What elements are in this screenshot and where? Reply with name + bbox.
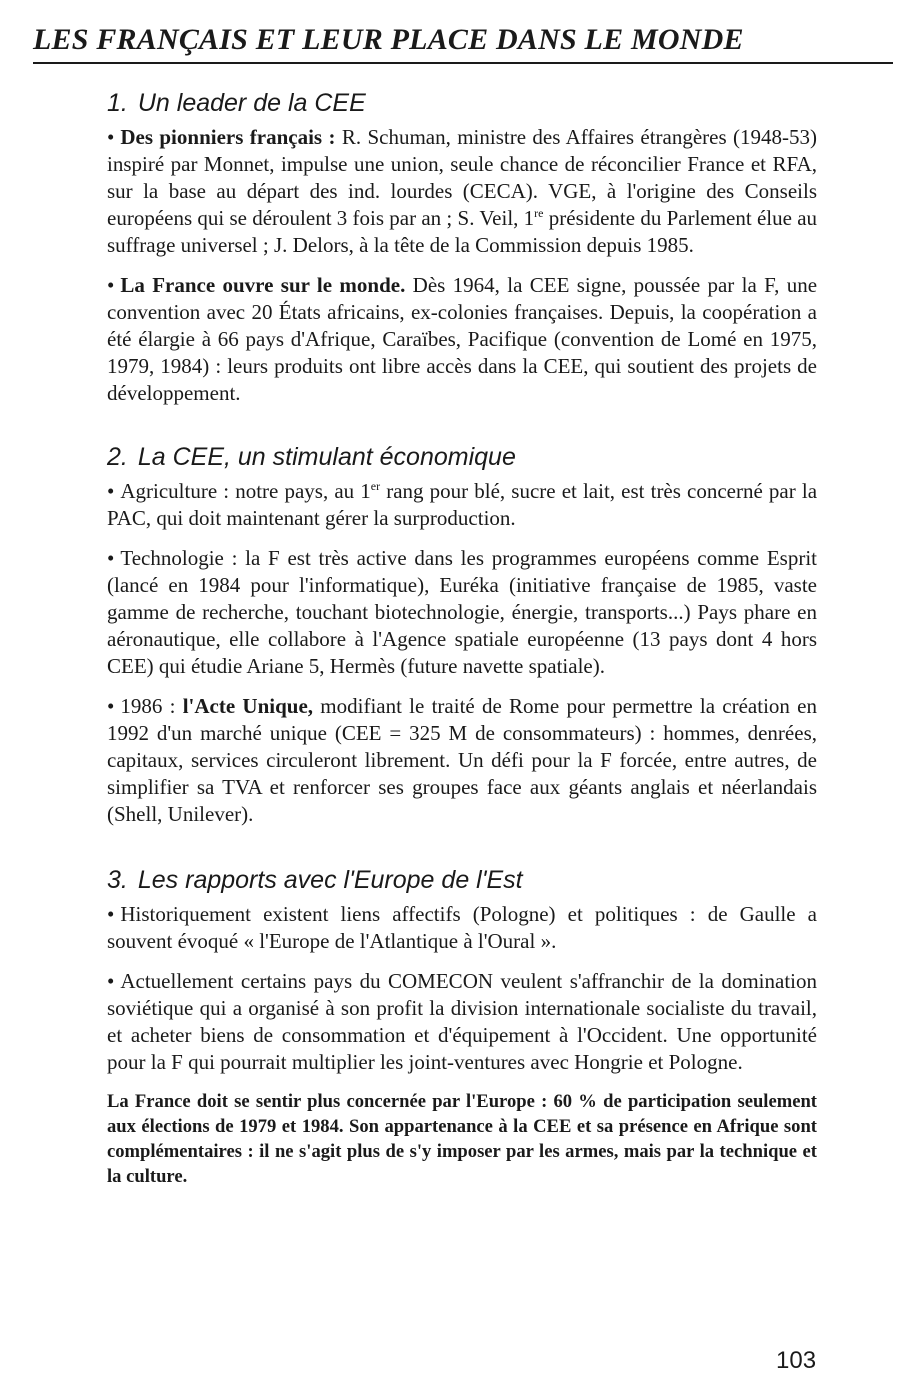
section-number: 2. [107,443,128,471]
paragraph-text: Technologie : la F est très active dans les programmes européens comme Esprit (lancé en 1984 pour l'informatique), Euréka (initiative française de 1985, vaste gamme de recherche, touchant biotechnologie, énergie, transports...) Pays phare en aéronautique, elle collabore à l'Agence spatiale européenne (13 pays dont 4 hors CEE) qui étudie Ariane 5, Hermès (future navette spatiale). [107,546,817,678]
running-title: LES FRANÇAIS ET LEUR PLACE DANS LE MONDE [33,23,744,56]
paragraph-text: Agriculture : notre pays, au [120,479,355,503]
bullet-icon: • [107,273,115,297]
paragraph [107,968,817,1076]
bullet-icon: • [107,125,115,149]
paragraph [107,693,817,828]
section-gap [107,841,817,865]
bullet-icon: • [107,546,115,570]
section-gap [107,420,817,442]
paragraph-text: 1986 : [120,694,176,718]
section-title-text: La CEE, un stimulant économique [137,443,516,471]
page-content [107,88,817,1208]
ordinal-suffix: er [370,479,381,493]
paragraph [107,901,817,955]
bullet-icon: • [107,902,115,926]
paragraph [107,478,817,532]
bullet-icon: • [107,479,115,503]
paragraph-text: présidente du Parlement élue au suffrage universel ; J. Delors, à la tête de la Commission depuis 1985. [107,206,818,257]
conclusion-paragraph: La France doit se sentir plus concernée par l'Europe : 60 % de participation seulement aux élections de 1979 et 1984. Son appartenance à la CEE et sa présence en Afrique sont complémentaires : il ne s'agit plus de s'y imposer par les armes, mais par la technique et la culture. [107,1091,817,1187]
paragraph-text: Actuellement certains pays du COMECON veulent s'affranchir de la domination soviétique qui a organisé à son profit la division internationale socialiste du travail, et acheter biens de consommation et d'équipement à l'Occident. Une opportunité pour la F qui pourrait multiplier les joint-ventures avec Hongrie et Pologne. [107,969,817,1074]
page-number: 103 [776,1347,817,1374]
bullet-icon: • [107,969,115,993]
header-rule [33,62,893,64]
section-number: 3. [107,866,128,894]
section-number: 1. [107,89,128,117]
paragraph [107,272,817,407]
section-title-text: Les rapports avec l'Europe de l'Est [137,866,523,894]
ordinal-number: 1 [523,206,535,230]
lead-phrase: La France ouvre sur le monde. [120,273,406,297]
ordinal-number: 1 [360,479,371,503]
paragraph [107,545,817,680]
paragraph-text: Historiquement existent liens affectifs (Pologne) et politiques : de Gaulle a souvent évoqué « l'Europe de l'Atlantique à l'Oural ». [107,902,817,953]
bullet-icon: • [107,694,115,718]
lead-phrase: l'Acte Unique, [182,694,314,718]
section-2-title [107,442,817,472]
ordinal-suffix: re [534,206,544,220]
section-3-title [107,865,817,895]
section-title-text: Un leader de la CEE [137,89,366,117]
paragraph [107,124,817,259]
paragraph-text: rang pour blé, sucre et lait, est très concerné par la PAC, qui doit maintenant gérer la surproduction. [107,479,818,530]
section-1-title [107,88,817,118]
paragraph-text: Dès 1964, la CEE signe, poussée par la F, une convention avec 20 États africains, ex-colonies françaises. Depuis, la coopération a été élargie à 66 pays d'Afrique, Caraïbes, Pacifique (convention de Lomé en 1975, 1979, 1984) : leurs produits ont libre accès dans la CEE, qui soutient des projets de développement. [107,273,818,405]
lead-phrase: Des pionniers français : [120,125,336,149]
paragraph-text: modifiant le traité de Rome pour permettre la création en 1992 d'un marché unique (CEE = 325 M de consommateurs) : hommes, denrées, capitaux, services circuleront librement. Un défi pour la F forcée, entre autres, de simplifier sa TVA et renforcer ses groupes face aux géants anglais et néerlandais (Shell, Unilever). [107,694,817,826]
paragraph-text: R. Schuman, ministre des Affaires étrangères (1948-53) inspiré par Monnet, impulse une union, seule chance de réconcilier France et RFA, sur la base au départ des ind. lourdes (CECA). VGE, à l'origine des Conseils européens qui se déroulent 3 fois par an ; S. Veil, [107,125,818,230]
